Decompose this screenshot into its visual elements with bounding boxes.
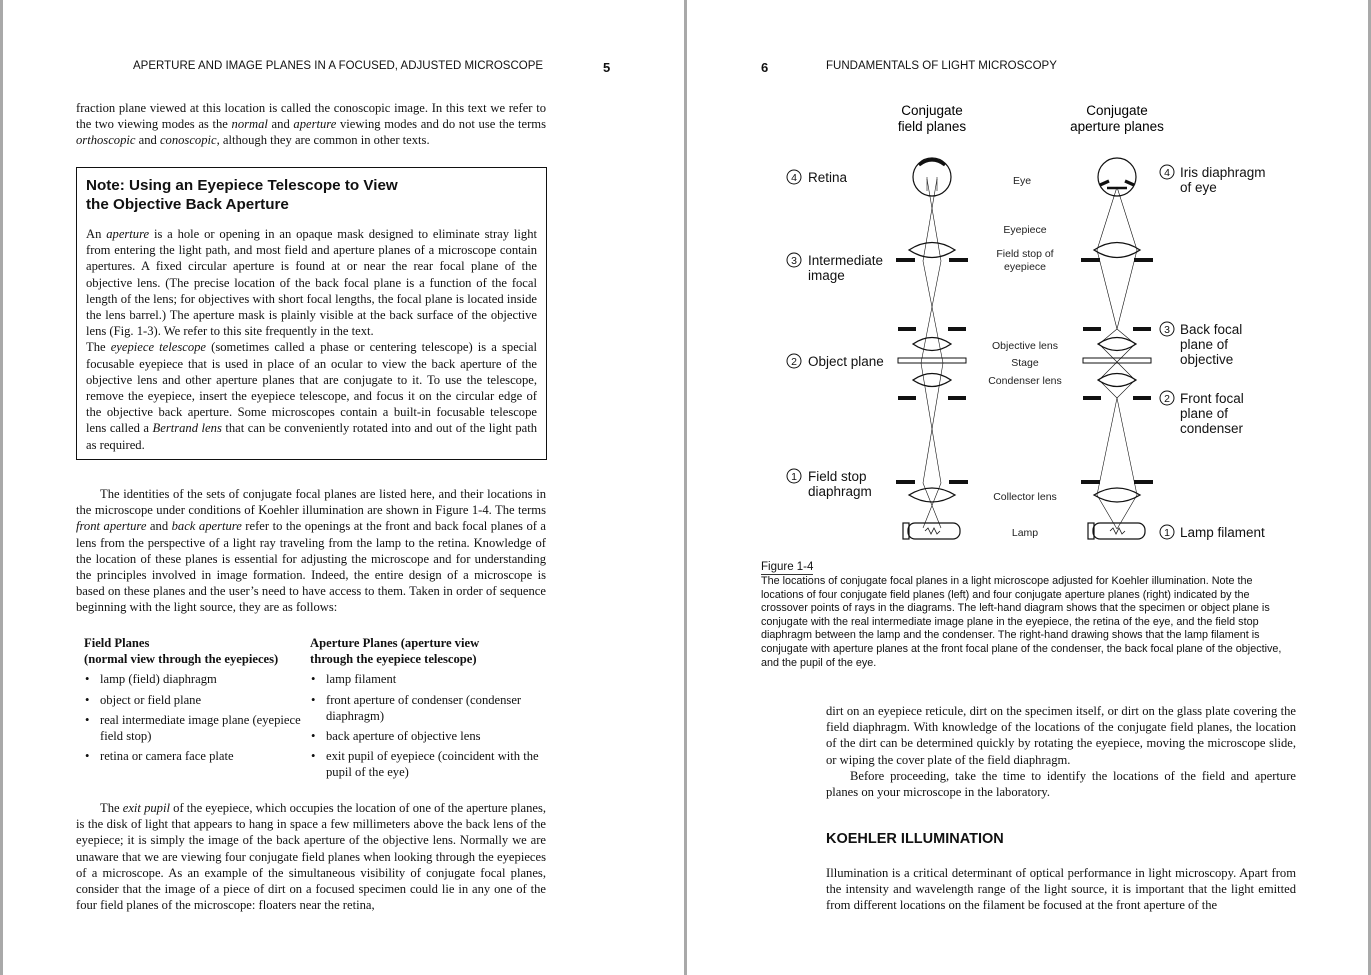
section-heading: KOEHLER ILLUMINATION [826, 831, 1004, 847]
aperture-planes-diagram [1081, 158, 1153, 539]
label-field-stop-diaphragm-2: diaphragm [808, 484, 872, 499]
figure-label: Figure 1-4 [761, 561, 814, 573]
list-item: • front aperture of condenser (condenser diaphragm) [310, 692, 546, 724]
note-paragraph-telescope: The eyepiece telescope (sometimes called a phase or centering telescope) is a special focusable eyepiece that is used in place of an ocular to view the back aperture of the objective lens and other aperture planes that are conjugate to it. To use the telescope, remove the eyepiece, insert the eyepiece telescope, and focus it on the circular edge of the objective back aperture. Some microscopes contain a built-in focusable telescope lens called a Bertrand lens that can be conveniently rotated into and out of the light path as required. [86, 340, 537, 452]
label-eyepiece: Eyepiece [1003, 224, 1047, 236]
list-item: • lamp filament [310, 671, 546, 687]
list-item: • exit pupil of eyepiece (coincident with the pupil of the eye) [310, 748, 546, 780]
label-objective: Objective lens [992, 340, 1058, 352]
note-title-line-2: the Objective Back Aperture [86, 196, 289, 213]
label-intermediate-1: Intermediate [808, 253, 884, 268]
field-planes-title-2: field planes [897, 119, 967, 134]
number-2: 2 [1164, 393, 1170, 405]
field-planes-diagram [896, 158, 968, 539]
field-planes-heading-line-2: (normal view through the eyepieces) [84, 652, 279, 667]
figure-label-wrap [761, 557, 813, 575]
label-intermediate-2: image [808, 268, 845, 283]
aperture-planes-heading-line-1: Aperture Planes (aperture view [310, 636, 480, 650]
intro-paragraph: fraction plane viewed at this location is called the conoscopic image. In this text we refer to the two viewing modes as the normal and aperture viewing modes and do not use the terms orthoscopic and conoscopic, although they are common in other texts. [76, 101, 546, 148]
italic-term: exit pupil [122, 801, 170, 815]
aperture-planes-title-1: Conjugate [1086, 103, 1148, 118]
italic-term: front aperture [76, 519, 147, 534]
label-iris-1: Iris diaphragm [1180, 165, 1266, 180]
label-retina: Retina [808, 170, 848, 185]
aperture-planes-heading-line-2: through the eyepiece telescope) [310, 652, 477, 667]
aperture-planes-column [310, 635, 546, 785]
label-collector: Collector lens [993, 491, 1057, 503]
number-2: 2 [791, 356, 797, 368]
running-header: APERTURE AND IMAGE PLANES IN A FOCUSED, ADJUSTED MICROSCOPE [133, 60, 544, 72]
italic-term: normal [231, 117, 268, 132]
number-1: 1 [791, 471, 797, 483]
number-3: 3 [1164, 324, 1170, 336]
label-front-focal-3: condenser [1180, 421, 1244, 436]
aperture-planes-title-2: aperture planes [1070, 119, 1164, 134]
italic-term: aperture [293, 117, 337, 132]
field-planes-column [84, 635, 310, 785]
note-title-line-1: Note: Using an Eyepiece Telescope to View [86, 177, 398, 194]
label-front-focal-1: Front focal [1180, 391, 1244, 406]
field-planes-heading [84, 635, 310, 667]
dirt-paragraph: dirt on an eyepiece reticule, dirt on the specimen itself, or dirt on the glass plate covering the field diaphragm. With knowledge of the locations of the conjugate field planes, the location of the dirt can be determined quickly by rotating the eyepiece, moving the microscope slide, or wiping the cover plate of the field diaphragm. [826, 704, 1296, 767]
figure-1-4-diagram [687, 95, 1368, 555]
italic-term: eyepiece telescope [110, 340, 207, 355]
identities-paragraph: The identities of the sets of conjugate focal planes are listed here, and their locations in the microscope under conditions of Koehler illumination are shown in Figure 1-4. The terms front aperture and back aperture refer to the openings at the front and back focal planes of a lens from the perspective of a light ray traveling from the lamp to the retina. Knowledge of the location of these planes is essential for adjusting the microscope and for understanding the principles involved in image formation. Indeed, the entire design of a microscope is based on these planes and the user’s need to have access to them. Taken in order of sequence beginning with the light source, they are as follows: [76, 487, 547, 615]
italic-term: aperture [106, 227, 150, 241]
field-planes-heading-line-1: Field Planes [84, 636, 150, 650]
label-lamp-filament: Lamp filament [1180, 525, 1265, 540]
conjugate-planes-list [84, 635, 546, 785]
note-box [76, 167, 547, 460]
label-field-stop-2: eyepiece [1003, 261, 1047, 273]
koehler-paragraph: Illumination is a critical determinant of optical performance in light microscopy. Apart from the intensity and wavelength range of the light source, it is important that the light emitted from different locations on the filament be focused at the front aperture of the [826, 866, 1296, 913]
aperture-planes-heading [310, 635, 546, 667]
label-field-stop-1: Field stop of [996, 248, 1054, 260]
field-planes-title-1: Conjugate [901, 103, 963, 118]
aperture-planes-items [310, 671, 546, 780]
list-item: • real intermediate image plane (eyepiece field stop) [84, 712, 310, 744]
note-title [86, 176, 537, 214]
label-eye: Eye [1012, 175, 1032, 187]
label-back-focal-1: Back focal [1180, 322, 1243, 337]
before-proceeding-paragraph: Before proceeding, take the time to identify the locations of the field and aperture planes on your microscope in the laboratory. [826, 769, 1296, 800]
list-item: • lamp (field) diaphragm [84, 671, 310, 687]
number-3: 3 [791, 255, 797, 267]
page-number: 6 [761, 60, 769, 75]
label-back-focal-2: plane of [1180, 337, 1229, 352]
running-header: FUNDAMENTALS OF LIGHT MICROSCOPY [826, 60, 1057, 72]
right-page [687, 0, 1368, 975]
italic-term: back aperture [171, 519, 242, 534]
left-page [3, 0, 684, 975]
label-stage: Stage [1011, 357, 1039, 369]
label-back-focal-3: objective [1180, 352, 1234, 367]
page-number: 5 [603, 60, 611, 75]
label-lamp: Lamp [1011, 527, 1039, 539]
italic-term: Bertrand lens [152, 421, 222, 436]
number-4: 4 [1164, 167, 1170, 179]
exit-pupil-paragraph: The exit pupil of the eyepiece, which occupies the location of one of the aperture planes, is the disk of light that appears to hang in space a few millimeters above the back lens of the eyepiece; it is simply the image of the back aperture of the objective lens. Normally we are unaware that we are viewing four conjugate field planes when looking through the eyepieces of a microscope. As an example of the simultaneous visibility of conjugate focal planes, consider that the image of a piece of dirt on a focused specimen could lie in any one of the four field planes of the microscope: floaters near the retina, [76, 801, 547, 913]
list-item: • object or field plane [84, 692, 310, 708]
label-object-plane: Object plane [808, 354, 884, 369]
list-item: • retina or camera face plate [84, 748, 310, 764]
number-4: 4 [791, 172, 797, 184]
field-planes-items [84, 671, 310, 764]
italic-term: orthoscopic [76, 133, 136, 148]
label-iris-2: of eye [1180, 180, 1217, 195]
label-field-stop-diaphragm-1: Field stop [808, 469, 867, 484]
note-paragraph-aperture: An aperture is a hole or opening in an opaque mask designed to eliminate stray light from entering the light path, and most field and aperture planes of a microscope contain apertures. A fixed circular aperture is found at or near the rear focal plane of the objective lens. (The precise location of the back focal plane is a function of the focal length of the lens; for objectives with short focal lengths, the focal plane is located inside the lens barrel.) The aperture mask is plainly visible at the back surface of the objective lens (Fig. 1-3). We refer to this site frequently in the text. [86, 227, 537, 339]
label-condenser: Condenser lens [988, 375, 1062, 387]
figure-caption: The locations of conjugate focal planes in a light microscope adjusted for Koehler illumination. Note the locations of four conjugate field planes (left) and four conjugate aperture planes (right) indicated by the crossover points of rays in the diagrams. The left-hand diagram shows that the specimen or object plane is conjugate with the real intermediate image plane in the eyepiece, the retina of the eye, and the field stop diaphragm between the lamp and the condenser. The right-hand drawing shows that the lamp filament is conjugate with aperture planes at the front focal plane of the condenser, the back focal plane of the objective, and the pupil of the eye. [761, 575, 1282, 669]
list-item: • back aperture of objective lens [310, 728, 546, 744]
label-front-focal-2: plane of [1180, 406, 1229, 421]
number-1: 1 [1164, 527, 1170, 539]
italic-term: conoscopic, [159, 133, 220, 148]
